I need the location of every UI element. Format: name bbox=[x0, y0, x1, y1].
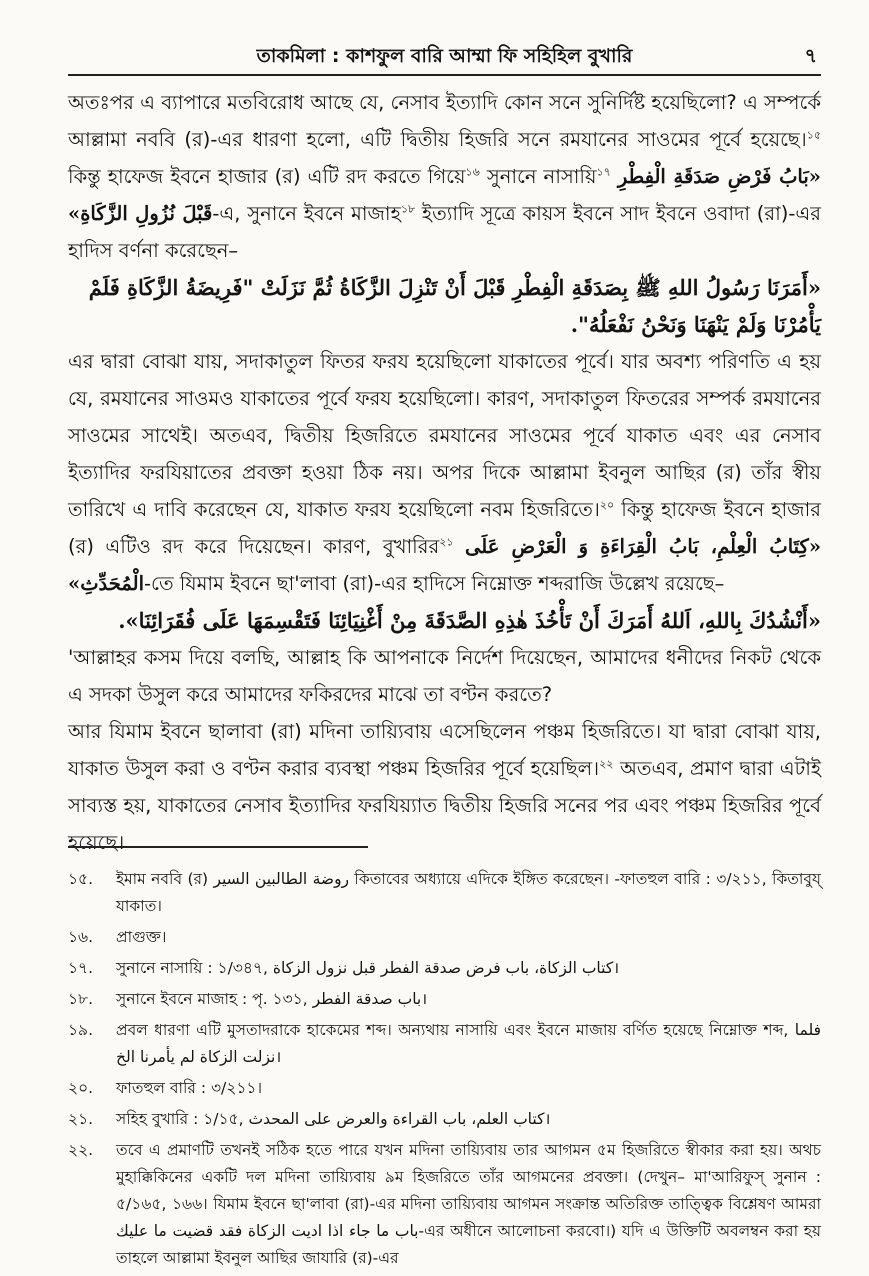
footnote-text: সুনানে নাসায়ি : ১/৩৪৭, كتاب الزكاة، باب فرض صدقة الفطر قبل نزول الزكاة। bbox=[116, 959, 620, 977]
paragraph-3-text: এর দ্বারা বোঝা যায়, সদাকাতুল ফিতর ফরয হয়েছিলো যাকাতের পূর্বে। যার অবশ্য পরিণতি এ হয় যে, রমযানের সাওমও যাকাতের পূর্বে ফরয হয়েছিলো। কারণ, সদাকাতুল ফিতরের সম্পর্ক রমযানের সাওমের সাথেই। অতএব, দ্বিতীয় হিজরিতে রমযানের সাওমের পূর্বে যাকাত এবং এর নেসাব ইত্যাদির ফরযিয়াতের প্রবক্তা হওয়া ঠিক নয়। অপর দিকে আল্লামা ইবনুল আছির (র) তাঁর স্বীয় তারিখে এ দাবি করেছেন যে, যাকাত ফরয হয়েছিলো নবম হিজরিতে। bbox=[68, 350, 821, 521]
footnote-number: ১৬. bbox=[68, 928, 94, 946]
footnote-number: ২১. bbox=[68, 1110, 94, 1128]
paragraph-2-text-b: ইত্যাদি সূত্রে কায়স ইবনে সাদ ইবনে ওবাদা (রা)-এর হাদিস বর্ণনা করেছেন– bbox=[68, 202, 821, 262]
footnote bbox=[68, 866, 821, 920]
footnote-separator bbox=[68, 846, 368, 848]
arabic-chapter-title: «بَابُ فَرْضِ صَدَقَةِ الْفِطْرِ قَبْلَ نُزُولِ الزَّكَاةِ» bbox=[68, 165, 821, 225]
paragraph-1-text-c: সুনানে নাসায়ি bbox=[479, 165, 597, 188]
footnote-text: প্রাগুক্ত। bbox=[116, 928, 167, 946]
paragraph-4: 'আল্লাহর কসম দিয়ে বলছি, আল্লাহ কি আপনাকে নির্দেশ দিয়েছেন, আমাদের ধনীদের নিকট থেকে এ সদকা উসুল করে আমাদের ফকিরদের মাঝে তা বণ্টন করতে? bbox=[68, 646, 821, 706]
footnote-number: ১৭. bbox=[68, 959, 94, 977]
footnote-ref-15[interactable]: ১৫ bbox=[806, 128, 821, 142]
footnote-text: তবে এ প্রমাণটি তখনই সঠিক হতে পারে যখন মদিনা তায়্যিবায় তার আগমন ৫ম হিজরিতে স্বীকার করা হয়। অথচ মুহাক্কিকিনের একটি দল মদিনা তায়্যিবায় ৯ম হিজরিতে তাঁর আগমনের প্রবক্তা। (দেখুন– মা'আরিফুস্ সুনান : ৫/১৬৫, ১৬৬। যিমাম ইবনে ছা'লাবা (রা)-এর মদিনা তায়্যিবায় আগমন সংক্রান্ত অতিরিক্ত তাত্ত্বিক বিশ্লেষণ আমরা باب ما جاء اذا اديت الزكاة فقد قضيت ما عليك-এর অধীনে আলোচনা করবো।) যদি এ উক্তিটি অবলম্বন করা হয় তাহলে আল্লামা ইবনুল আছির জাযারি (র)-এর bbox=[116, 1141, 822, 1267]
footnote-number: ১৫. bbox=[68, 870, 94, 888]
paragraph-5-text-b: অতএব, প্রমাণ দ্বারা এটাই সাব্যস্ত হয়, যাকাতের নেসাব ইত্যাদির ফরযিয়্যাত দ্বিতীয় হিজরি সনের পর এবং পঞ্চম হিজরির পূর্বে হয়েছে। bbox=[68, 757, 821, 854]
arabic-hadith-1: «أَمَرَنَا رَسُولُ اللهِ ﷺ بِصَدَقَةِ الْفِطْرِ قَبْلَ أَنْ تَنْزِلَ الزَّكَاةُ ثُمَّ نَزَلَتْ "فَرِيضَةُ الزَّكَاةِ فَلَمْ يَأْمُرْنَا وَلَمْ يَنْهَنَا وَنَحْنُ نَفْعَلُهُ". bbox=[88, 275, 821, 337]
footnote-number: ২২. bbox=[68, 1141, 94, 1159]
footnote bbox=[68, 1017, 821, 1071]
paragraph-1-text-b: কিন্তু হাফেজ ইবনে হাজার (র) এটি রদ করতে গিয়ে bbox=[68, 165, 466, 188]
main-text bbox=[68, 84, 821, 861]
footnotes bbox=[68, 866, 821, 1276]
footnote bbox=[68, 1075, 821, 1102]
footnote-text: প্রবল ধারণা এটি মুসতাদরাকে হাকেমের শব্দ। অন্যথায় নাসায়ি এবং ইবনে মাজায় বর্ণিত হয়েছে নিম্নোক্ত শব্দ, فلما نزلت الزكاة لم يأمرنا الخ। bbox=[116, 1021, 821, 1066]
footnote-ref-17[interactable]: ১৭ bbox=[596, 165, 611, 179]
footnote-ref-22[interactable]: ২২ bbox=[599, 757, 614, 771]
footnote-text: ইমাম নববি (র) روضة الطالبين السير কিতাবের অধ্যায়ে এদিকে ইঙ্গিত করেছেন। -ফাতহুল বারি : ৩/২১১, কিতাবুয্ যাকাত। bbox=[116, 870, 821, 915]
footnote-text: ফাতহুল বারি : ৩/২১১। bbox=[116, 1079, 263, 1097]
paragraph-5 bbox=[68, 713, 821, 861]
footnote bbox=[68, 986, 821, 1013]
paragraph-3 bbox=[68, 343, 821, 602]
arabic-kitab-title: «كِتَابُ الْعِلْمِ، بَابُ الْقِرَاءَةِ وَ الْعَرْضِ عَلَى الْمُحَدِّثِ» bbox=[68, 535, 822, 595]
paragraph-1 bbox=[68, 84, 821, 269]
footnote-ref-18[interactable]: ১৮ bbox=[400, 202, 416, 216]
footnote-number: ১৮. bbox=[68, 990, 94, 1008]
footnote bbox=[68, 924, 821, 951]
page-number: ৭ bbox=[804, 45, 817, 67]
footnote-ref-16[interactable]: ১৬ bbox=[465, 165, 480, 179]
paragraph-3-text-c: -তে যিমাম ইবনে ছা'লাবা (রা)-এর হাদিসে নিম্নোক্ত শব্দরাজি উল্লেখ রয়েছে– bbox=[144, 572, 725, 595]
footnote-ref-20[interactable]: ২০ bbox=[599, 498, 615, 512]
footnote bbox=[68, 1106, 821, 1133]
footnote-text: সহিহ বুখারি : ১/১৫, كتاب العلم، باب القراءة والعرض على المحدث। bbox=[116, 1110, 551, 1128]
footnote-number: ১৯. bbox=[68, 1021, 94, 1039]
footnote bbox=[68, 1137, 821, 1272]
paragraph-2-text: -এ, সুনানে ইবনে মাজাহ bbox=[212, 202, 401, 225]
footnote-text: সুনানে ইবনে মাজাহ : পৃ. ১৩১, باب صدقة الفطر। bbox=[116, 990, 428, 1008]
footnote-number: ২০. bbox=[68, 1079, 94, 1097]
arabic-hadith-2: «أَنْشُدُكَ بِاللهِ، اَللهُ أَمَرَكَ أَنْ تَأْخُذَ هٰذِهِ الصَّدَقَةَ مِنْ أَغْنِيَائِنَا فَتَقْسِمَهَا عَلَى فُقَرَائِنَا». bbox=[118, 608, 821, 633]
paragraph-3-text-b: কিন্তু হাফেজ ইবনে হাজার (র) এটিও রদ করে দিয়েছেন। কারণ, বুখারির bbox=[68, 498, 821, 558]
running-title: তাকমিলা : কাশফুল বারি আম্মা ফি সহিহিল বুখারি bbox=[256, 45, 633, 67]
footnote bbox=[68, 955, 821, 982]
running-header bbox=[68, 34, 821, 76]
footnote-ref-21[interactable]: ২১ bbox=[439, 535, 454, 549]
paragraph-5-text: আর যিমাম ইবনে ছালাবা (রা) মদিনা তায়্যিবায় এসেছিলেন পঞ্চম হিজরিতে। যা দ্বারা বোঝা যায়, যাকাত উসুল করা ও বণ্টন করার ব্যবস্থা পঞ্চম হিজরির পূর্বে হয়েছিল। bbox=[68, 720, 821, 780]
paragraph-1-text: অতঃপর এ ব্যাপারে মতবিরোধ আছে যে, নেসাব ইত্যাদি কোন সনে সুনির্দিষ্ট হয়েছিলো? এ সম্পর্কে আল্লামা নববি (র)-এর ধারণা হলো, এটি দ্বিতীয় হিজরি সনে রমযানের সাওমের পূর্বে হয়েছে। bbox=[68, 91, 821, 151]
